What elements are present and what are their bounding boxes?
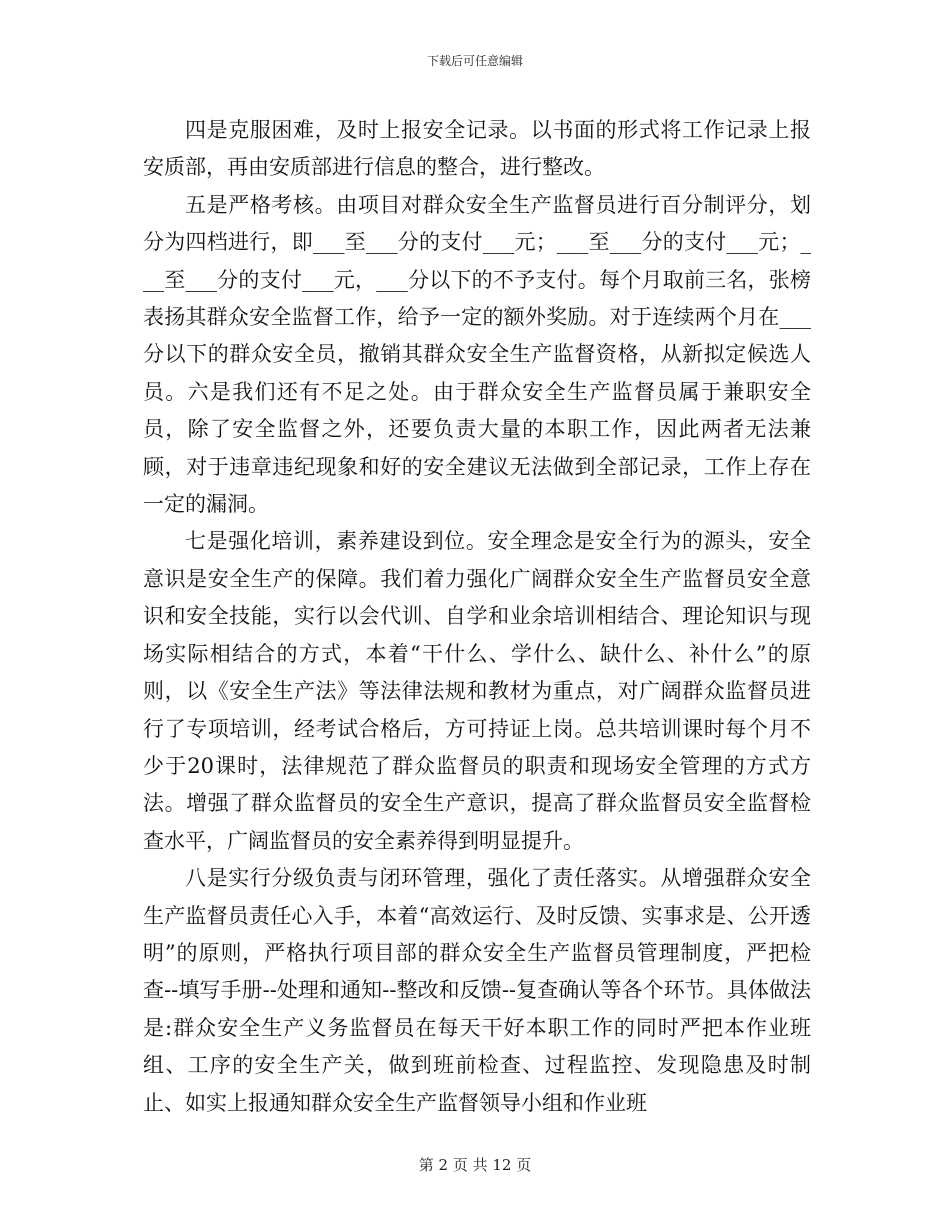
paragraph-four: 四是克服困难，及时上报安全记录。以书面的形式将工作记录上报安质部，再由安质部进行信息的整合，进行整改。 [143,118,811,180]
paragraph-seven: 七是强化培训，素养建设到位。安全理念是安全行为的源头，安全意识是安全生产的保障。我们着力强化广阔群众安全生产监督员安全意识和安全技能，实行以会代训、自学和业余培训相结合、理论知识与现场实际相结合的方式，本着“干什么、学什么、缺什么、补什么”的原则，以《安全生产法》等法律法规和教材为重点，对广阔群众监督员进行了专项培训，经考试合格后，方可持证上岗。总共培训课时每个月不少于20课时，法律规范了群众监督员的职责和现场安全管理的方式方法。增强了群众监督员的安全生产意识，提高了群众监督员安全监督检查水平，广阔监督员的安全素养得到明显提升。 [143,529,811,853]
page-number: 第 2 页 共 12 页 [418,1156,532,1174]
document-body [143,112,811,1122]
paragraph-eight: 八是实行分级负责与闭环管理，强化了责任落实。从增强群众安全生产监督员责任心入手，本着“高效运行、及时反馈、实事求是、公开透明”的原则，严格执行项目部的群众安全生产监督员管理制度，严把检查--填写手册--处理和通知--整改和反馈--复查确认等各个环节。具体做法是:群众安全生产义务监督员在每天干好本职工作的同时严把本作业班组、工序的安全生产关，做到班前检查、过程监控、发现隐患及时制止、如实上报通知群众安全生产监督领导小组和作业班 [143,866,811,1115]
page-header-note: 下载后可任意编辑 [426,54,523,68]
paragraph-five: 五是严格考核。由项目对群众安全生产监督员进行百分制评分，划分为四档进行，即___至___分的支付___元；___至___分的支付___元；___至___分的支付___元，___分以下的不予支付。每个月取前三名，张榜表扬其群众安全监督工作，给予一定的额外奖励。对于连续两个月在___分以下的群众安全员，撤销其群众安全生产监督资格，从新拟定候选人员。六是我们还有不足之处。由于群众安全生产监督员属于兼职安全员，除了安全监督之外，还要负责大量的本职工作，因此两者无法兼顾，对于违章违纪现象和好的安全建议无法做到全部记录，工作上存在一定的漏洞。 [143,192,811,517]
